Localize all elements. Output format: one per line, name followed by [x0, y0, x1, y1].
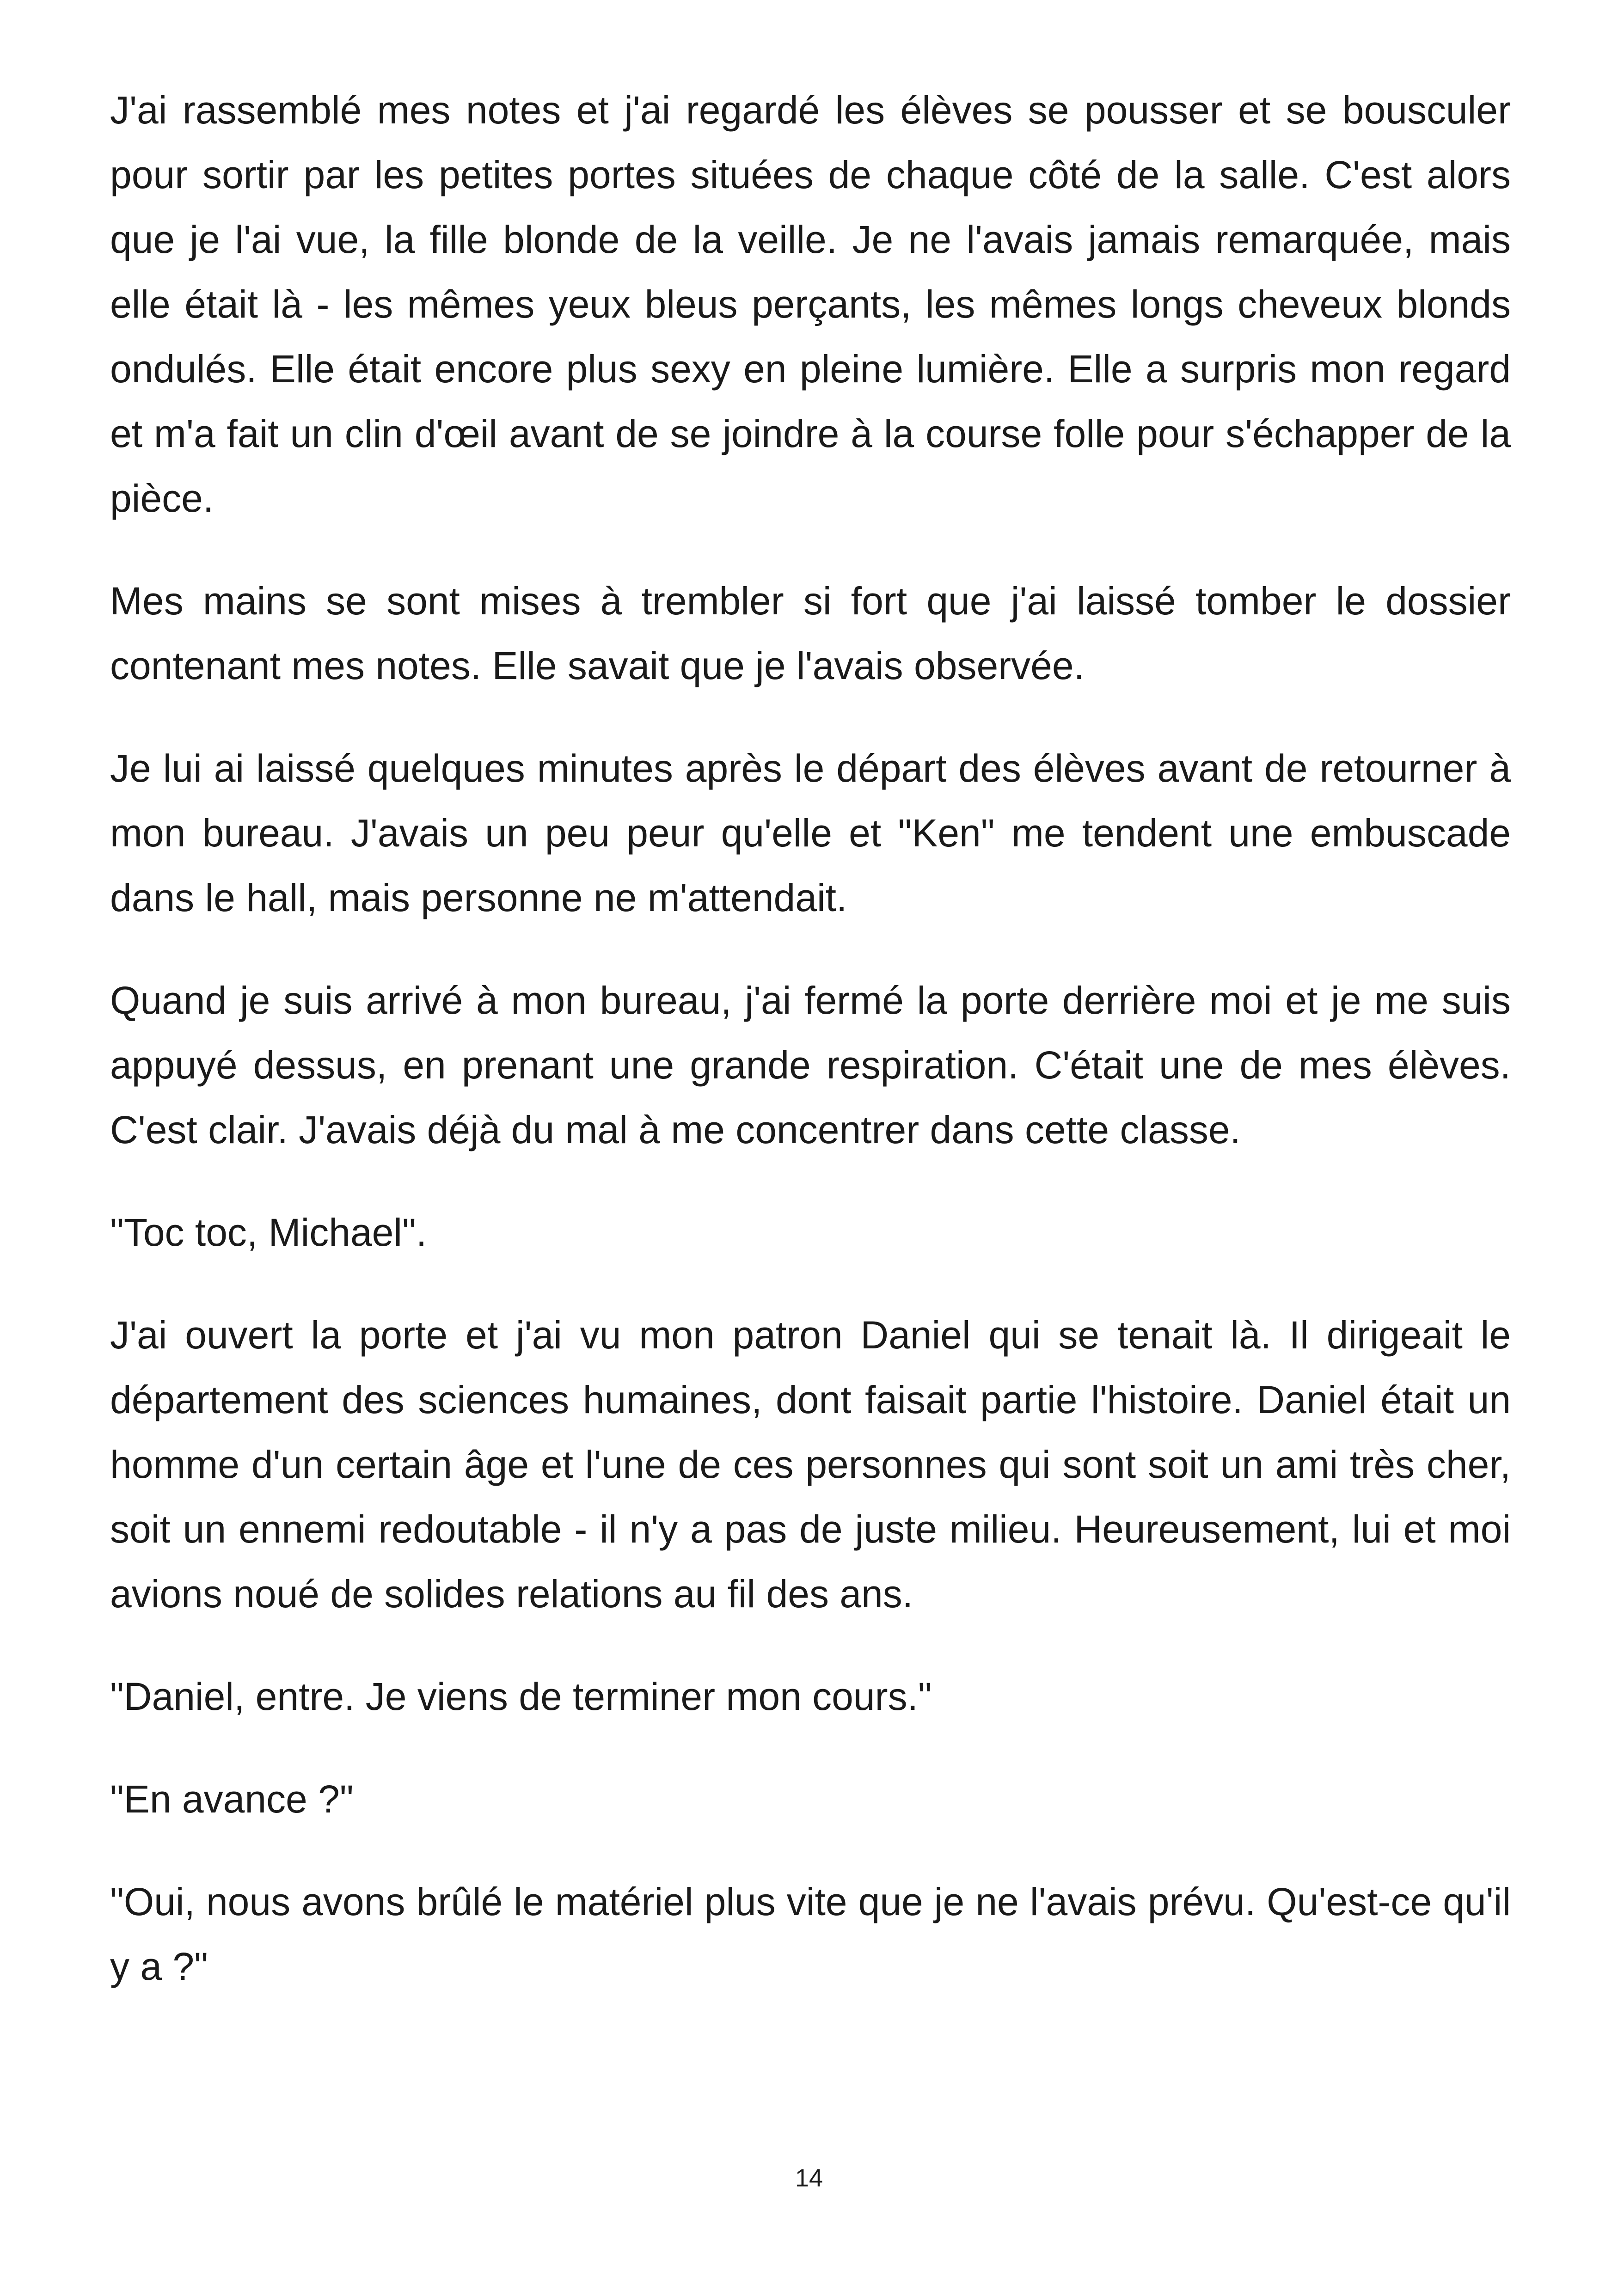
paragraph: J'ai rassemblé mes notes et j'ai regardé les élèves se pousser et se bousculer pour sortir par les petites portes situées de chaque côté de la salle. C'est alors que je l'ai vue, la fille blonde de la veille. Je ne l'avais jamais remarquée, mais elle était là - les mêmes yeux bleus perçants, les mêmes longs cheveux blonds ondulés. Elle était encore plus sexy en pleine lumière. Elle a surpris mon regard et m'a fait un clin d'œil avant de se joindre à la course folle pour s'échapper de la pièce.: [110, 88, 1511, 520]
paragraph: "Daniel, entre. Je viens de terminer mon cours.": [110, 1675, 932, 1718]
paragraph: "Oui, nous avons brûlé le matériel plus vite que je ne l'avais prévu. Qu'est-ce qu'il y a ?": [110, 1880, 1511, 1988]
text-body: [110, 78, 1511, 2037]
paragraph: Je lui ai laissé quelques minutes après le départ des élèves avant de retourner à mon bureau. J'avais un peu peur qu'elle et "Ken" me tendent une embuscade dans le hall, mais personne ne m'attendait.: [110, 747, 1511, 919]
paragraph: Mes mains se sont mises à trembler si fort que j'ai laissé tomber le dossier contenant mes notes. Elle savait que je l'avais observée.: [110, 579, 1511, 687]
page-number: 14: [795, 2164, 823, 2192]
paragraph: Quand je suis arrivé à mon bureau, j'ai fermé la porte derrière moi et je me suis appuyé dessus, en prenant une grande respiration. C'était une de mes élèves. C'est clair. J'avais déjà du mal à me concentrer dans cette classe.: [110, 979, 1511, 1151]
paragraph: "En avance ?": [110, 1777, 354, 1821]
paragraph: "Toc toc, Michael".: [110, 1211, 427, 1254]
paragraph: J'ai ouvert la porte et j'ai vu mon patron Daniel qui se tenait là. Il dirigeait le département des sciences humaines, dont faisait partie l'histoire. Daniel était un homme d'un certain âge et l'une de ces personnes qui sont soit un ami très cher, soit un ennemi redoutable - il n'y a pas de juste milieu. Heureusement, lui et moi avions noué de solides relations au fil des ans.: [110, 1313, 1511, 1616]
